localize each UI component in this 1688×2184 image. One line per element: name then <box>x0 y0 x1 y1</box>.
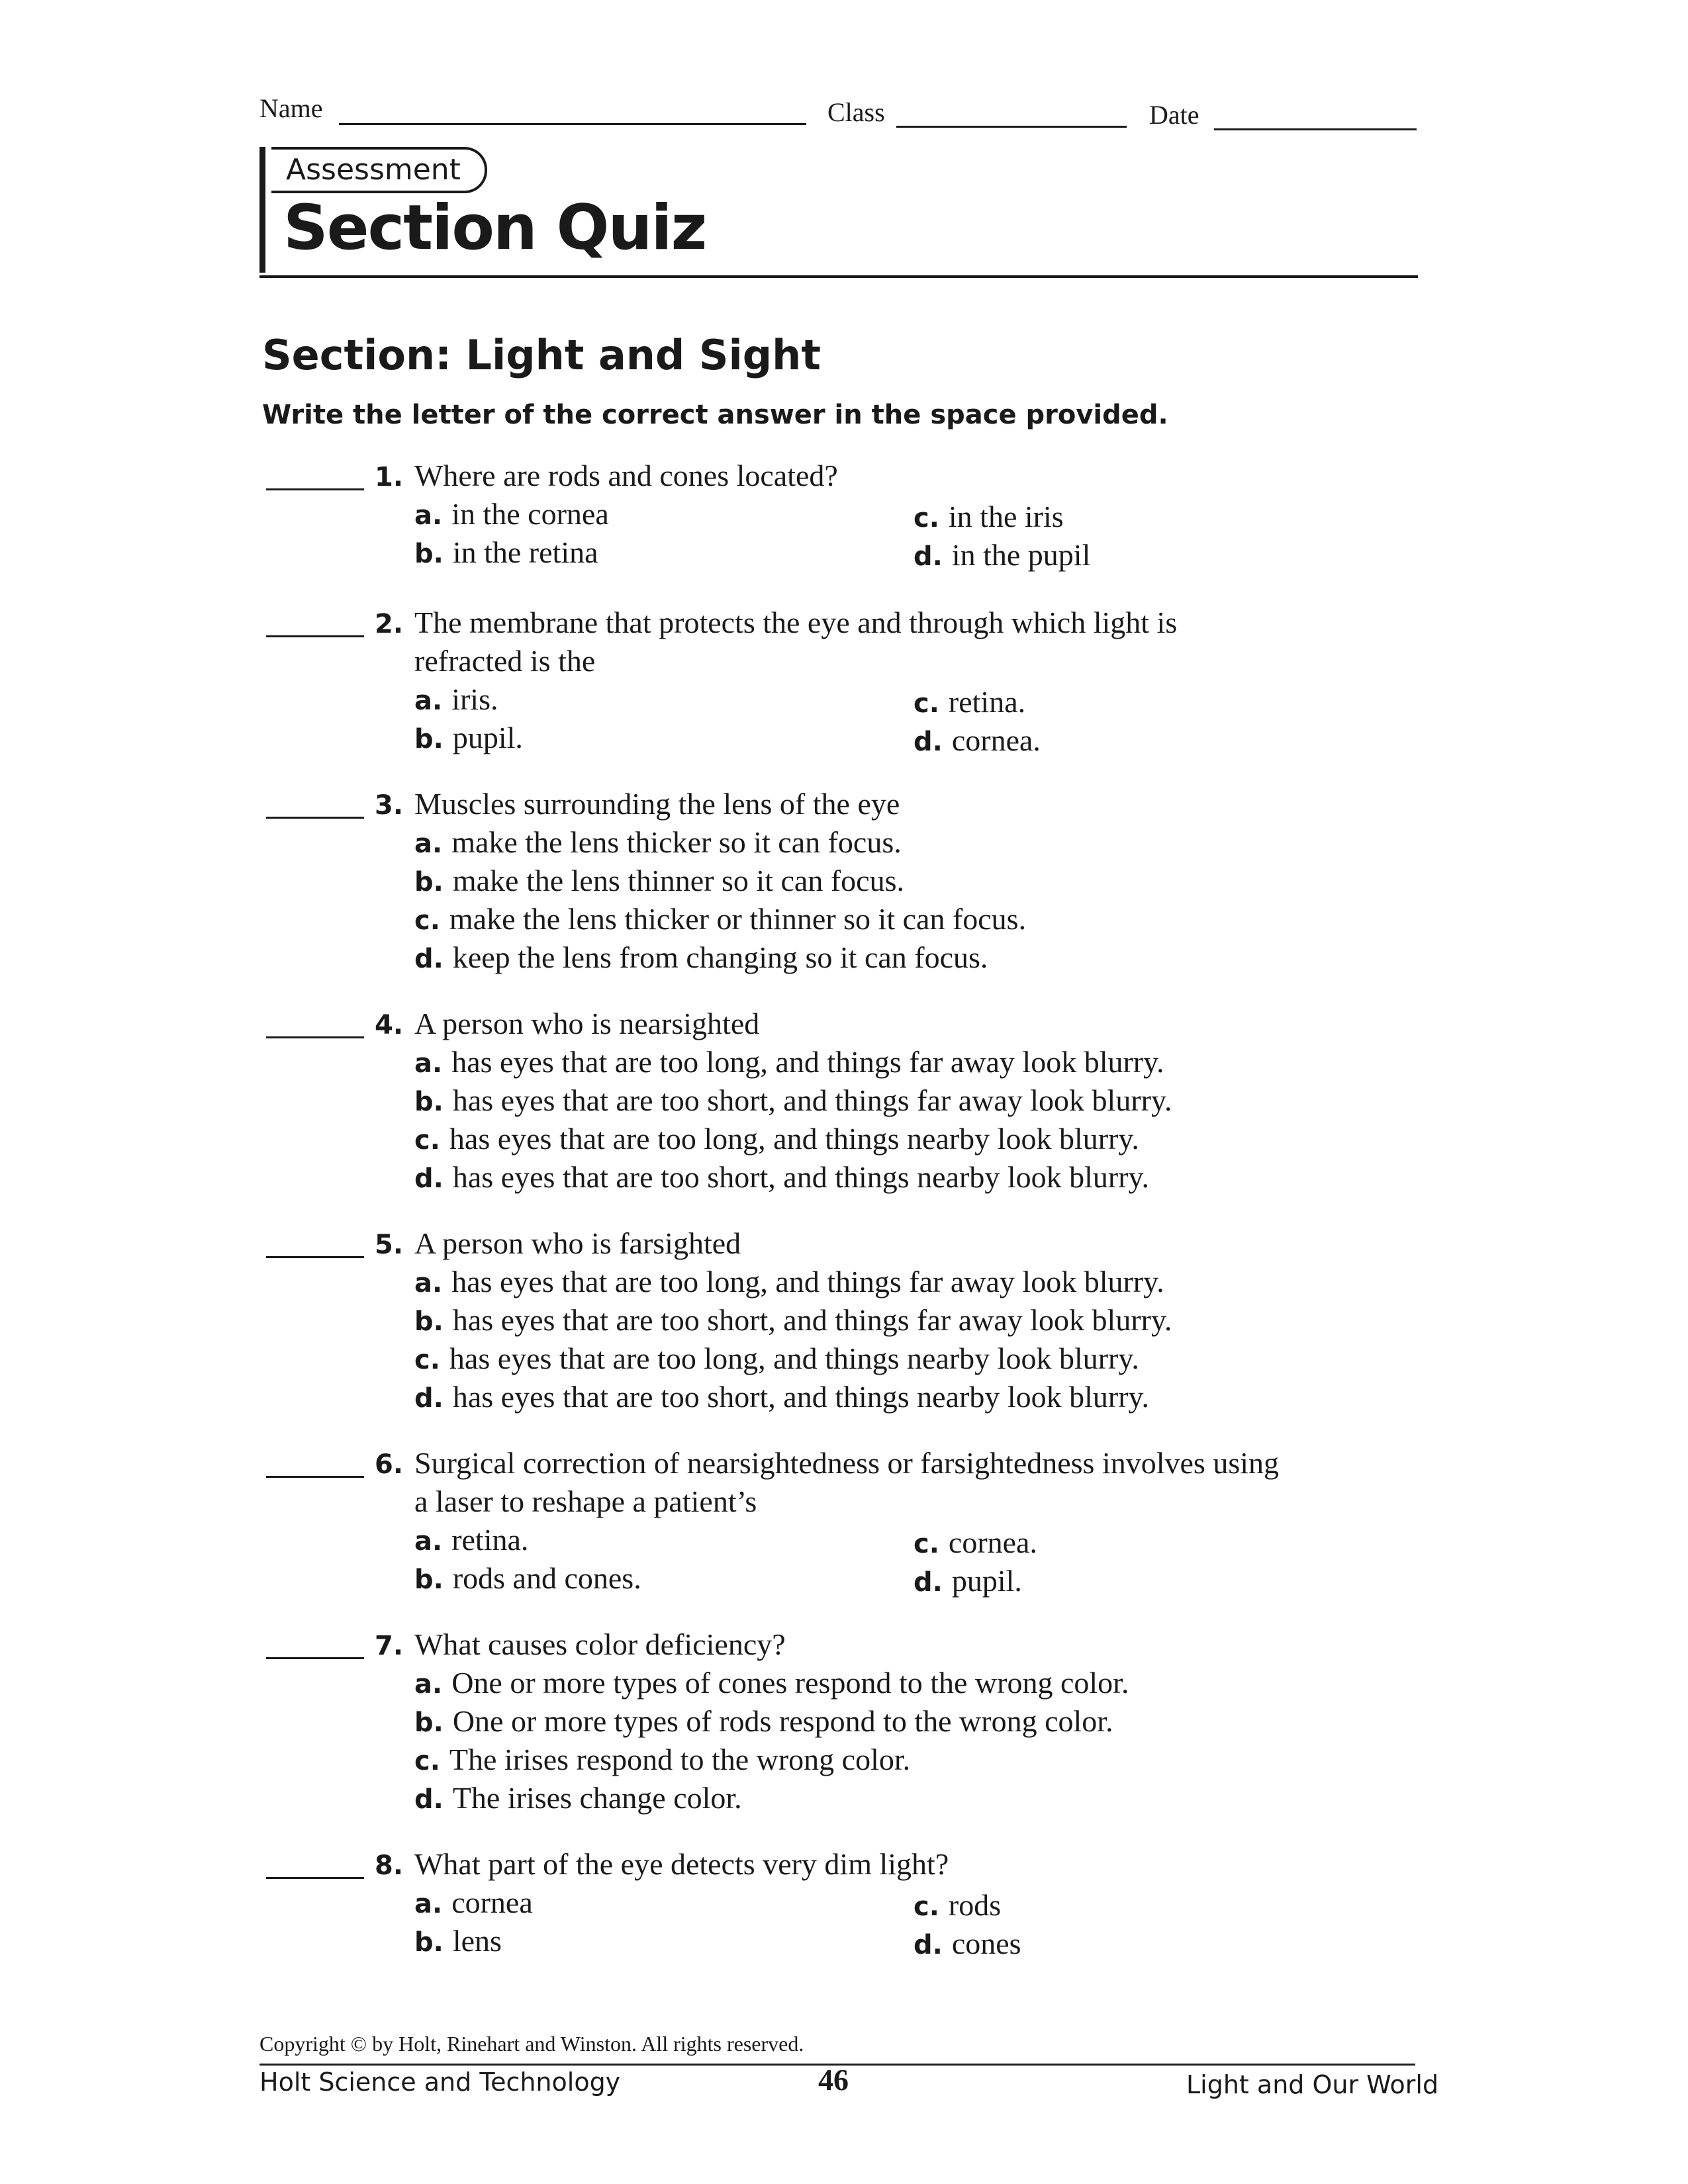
option-b <box>414 719 523 758</box>
question-text: A person who is nearsighted <box>414 1007 760 1040</box>
question-number: 6. <box>375 1449 404 1480</box>
option-text: has eyes that are too long, and things nearby look blurry. <box>449 1342 1139 1375</box>
option-a <box>414 1263 1164 1302</box>
option-b <box>414 1702 1113 1742</box>
option-letter: b. <box>414 724 444 754</box>
option-text: has eyes that are too long, and things far away look blurry. <box>451 1265 1164 1298</box>
option-letter: c. <box>414 905 440 936</box>
option-text: in the iris <box>948 500 1064 533</box>
option-a <box>414 1521 528 1561</box>
question-text: Surgical correction of nearsightedness or farsightedness involves using <box>414 1446 1280 1480</box>
option-letter: c. <box>914 503 939 533</box>
option-d <box>914 536 1090 576</box>
option-text: has eyes that are too long, and things far away look blurry. <box>451 1045 1164 1079</box>
answer-blank[interactable] <box>266 635 364 637</box>
option-a <box>414 680 498 720</box>
option-letter: b. <box>414 1927 444 1958</box>
option-text: has eyes that are too short, and things far away look blurry. <box>452 1303 1172 1337</box>
option-d <box>914 1562 1022 1602</box>
date-field[interactable] <box>1214 128 1417 130</box>
footer-publisher: Holt Science and Technology <box>259 2068 621 2097</box>
question-text: Where are rods and cones located? <box>414 459 838 492</box>
title-divider <box>259 275 1418 278</box>
option-letter: b. <box>414 1707 444 1738</box>
question-number: 2. <box>375 609 404 639</box>
option-letter: a. <box>414 1268 443 1298</box>
copyright-notice: Copyright © by Holt, Rinehart and Winston. All rights reserved. <box>259 2032 804 2056</box>
answer-blank[interactable] <box>266 1036 364 1038</box>
banner-bar <box>259 147 265 273</box>
option-b <box>414 862 904 901</box>
option-d <box>414 938 988 978</box>
question-number: 5. <box>375 1230 404 1260</box>
option-letter: a. <box>414 1889 443 1919</box>
option-d <box>414 1158 1149 1198</box>
option-text: make the lens thicker so it can focus. <box>451 825 902 859</box>
option-c <box>414 900 1026 940</box>
question-text: What causes color deficiency? <box>414 1627 786 1661</box>
option-letter: d. <box>414 1383 444 1414</box>
option-text: cornea. <box>951 723 1041 757</box>
date-label: Date <box>1149 100 1199 130</box>
option-a <box>414 1884 533 1923</box>
question-text: Muscles surrounding the lens of the eye <box>414 787 900 821</box>
section-title: Section: Light and Sight <box>262 331 821 379</box>
option-text: rods and cones. <box>452 1561 641 1595</box>
option-letter: a. <box>414 1669 443 1700</box>
option-letter: c. <box>914 1891 939 1922</box>
option-a <box>414 1043 1164 1083</box>
option-text: One or more types of cones respond to the wrong color. <box>451 1666 1129 1700</box>
question-number: 1. <box>375 462 404 492</box>
option-text: cornea <box>451 1886 533 1919</box>
option-letter: d. <box>414 1163 444 1194</box>
question-number: 8. <box>375 1850 404 1881</box>
question-number: 3. <box>375 790 404 821</box>
option-text: cornea. <box>948 1525 1037 1559</box>
option-c <box>414 1741 910 1780</box>
option-letter: a. <box>414 1048 443 1079</box>
option-c <box>914 1886 1001 1926</box>
option-b <box>414 1301 1172 1341</box>
option-letter: d. <box>414 1784 444 1815</box>
option-text: The irises change color. <box>452 1781 742 1815</box>
option-text: has eyes that are too short, and things far away look blurry. <box>452 1083 1172 1117</box>
question-text-cont: refracted is the <box>414 644 596 678</box>
question-text: A person who is farsighted <box>414 1226 741 1260</box>
option-letter: d. <box>914 1567 943 1598</box>
option-text: make the lens thinner so it can focus. <box>452 864 904 897</box>
option-letter: a. <box>414 829 443 859</box>
option-d <box>414 1378 1149 1418</box>
option-text: retina. <box>948 685 1026 719</box>
option-text: make the lens thicker or thinner so it can focus. <box>449 902 1027 936</box>
option-letter: a. <box>414 686 443 716</box>
option-letter: d. <box>914 727 943 757</box>
answer-blank[interactable] <box>266 1657 364 1659</box>
option-letter: a. <box>414 1526 443 1557</box>
option-letter: c. <box>414 1746 440 1776</box>
name-label: Name <box>259 93 323 123</box>
class-field[interactable] <box>896 126 1127 128</box>
option-letter: b. <box>414 539 444 569</box>
option-c <box>914 1524 1037 1563</box>
option-text: cones <box>951 1927 1021 1960</box>
option-text: in the cornea <box>451 497 609 531</box>
option-c <box>914 498 1064 537</box>
page-number: 46 <box>818 2063 849 2097</box>
option-letter: c. <box>914 1529 939 1559</box>
option-text: has eyes that are too short, and things nearby look blurry. <box>452 1380 1150 1414</box>
option-text: pupil. <box>951 1564 1022 1598</box>
option-letter: d. <box>414 944 444 974</box>
class-label: Class <box>827 97 885 127</box>
option-letter: b. <box>414 867 444 897</box>
option-a <box>414 1664 1129 1704</box>
option-text: in the retina <box>452 535 598 569</box>
answer-blank[interactable] <box>266 1877 364 1879</box>
option-text: has eyes that are too long, and things nearby look blurry. <box>449 1122 1139 1156</box>
option-a <box>414 495 609 535</box>
option-b <box>414 1559 641 1599</box>
option-b <box>414 1922 502 1962</box>
option-letter: d. <box>914 541 943 572</box>
instructions: Write the letter of the correct answer in the space provided. <box>262 400 1168 430</box>
option-letter: c. <box>914 688 939 719</box>
option-letter: a. <box>414 500 443 531</box>
answer-blank[interactable] <box>266 488 364 490</box>
option-text: in the pupil <box>951 538 1091 572</box>
option-text: pupil. <box>452 721 523 754</box>
option-b <box>414 1081 1172 1121</box>
option-letter: b. <box>414 1306 444 1337</box>
option-text: rods <box>948 1888 1002 1922</box>
option-text: keep the lens from changing so it can focus. <box>452 940 988 974</box>
question-number: 7. <box>375 1631 404 1661</box>
option-text: has eyes that are too short, and things nearby look blurry. <box>452 1160 1150 1194</box>
option-a <box>414 823 902 863</box>
name-field[interactable] <box>339 123 806 125</box>
answer-blank[interactable] <box>266 1476 364 1478</box>
option-b <box>414 533 598 573</box>
option-c <box>914 683 1025 723</box>
option-c <box>414 1120 1139 1160</box>
assessment-tab: Assessment <box>271 147 487 193</box>
option-d <box>414 1779 742 1819</box>
option-text: retina. <box>451 1523 529 1557</box>
question-number: 4. <box>375 1010 404 1040</box>
option-letter: d. <box>914 1930 943 1960</box>
option-c <box>414 1340 1139 1379</box>
footer-chapter: Light and Our World <box>1186 2070 1439 2099</box>
option-d <box>914 1925 1021 1964</box>
option-letter: c. <box>414 1125 440 1156</box>
option-text: The irises respond to the wrong color. <box>449 1743 911 1776</box>
option-letter: b. <box>414 1565 444 1595</box>
option-letter: b. <box>414 1087 444 1117</box>
question-text: What part of the eye detects very dim light? <box>414 1847 949 1881</box>
option-text: One or more types of rods respond to the wrong color. <box>452 1704 1113 1738</box>
option-letter: c. <box>414 1345 440 1375</box>
option-d <box>914 721 1041 761</box>
answer-blank[interactable] <box>266 817 364 819</box>
option-text: lens <box>452 1924 502 1958</box>
answer-blank[interactable] <box>266 1256 364 1258</box>
question-text: The membrane that protects the eye and through which light is <box>414 606 1178 639</box>
page-title: Section Quiz <box>283 192 706 264</box>
option-text: iris. <box>451 682 498 716</box>
question-text-cont: a laser to reshape a patient’s <box>414 1484 757 1518</box>
